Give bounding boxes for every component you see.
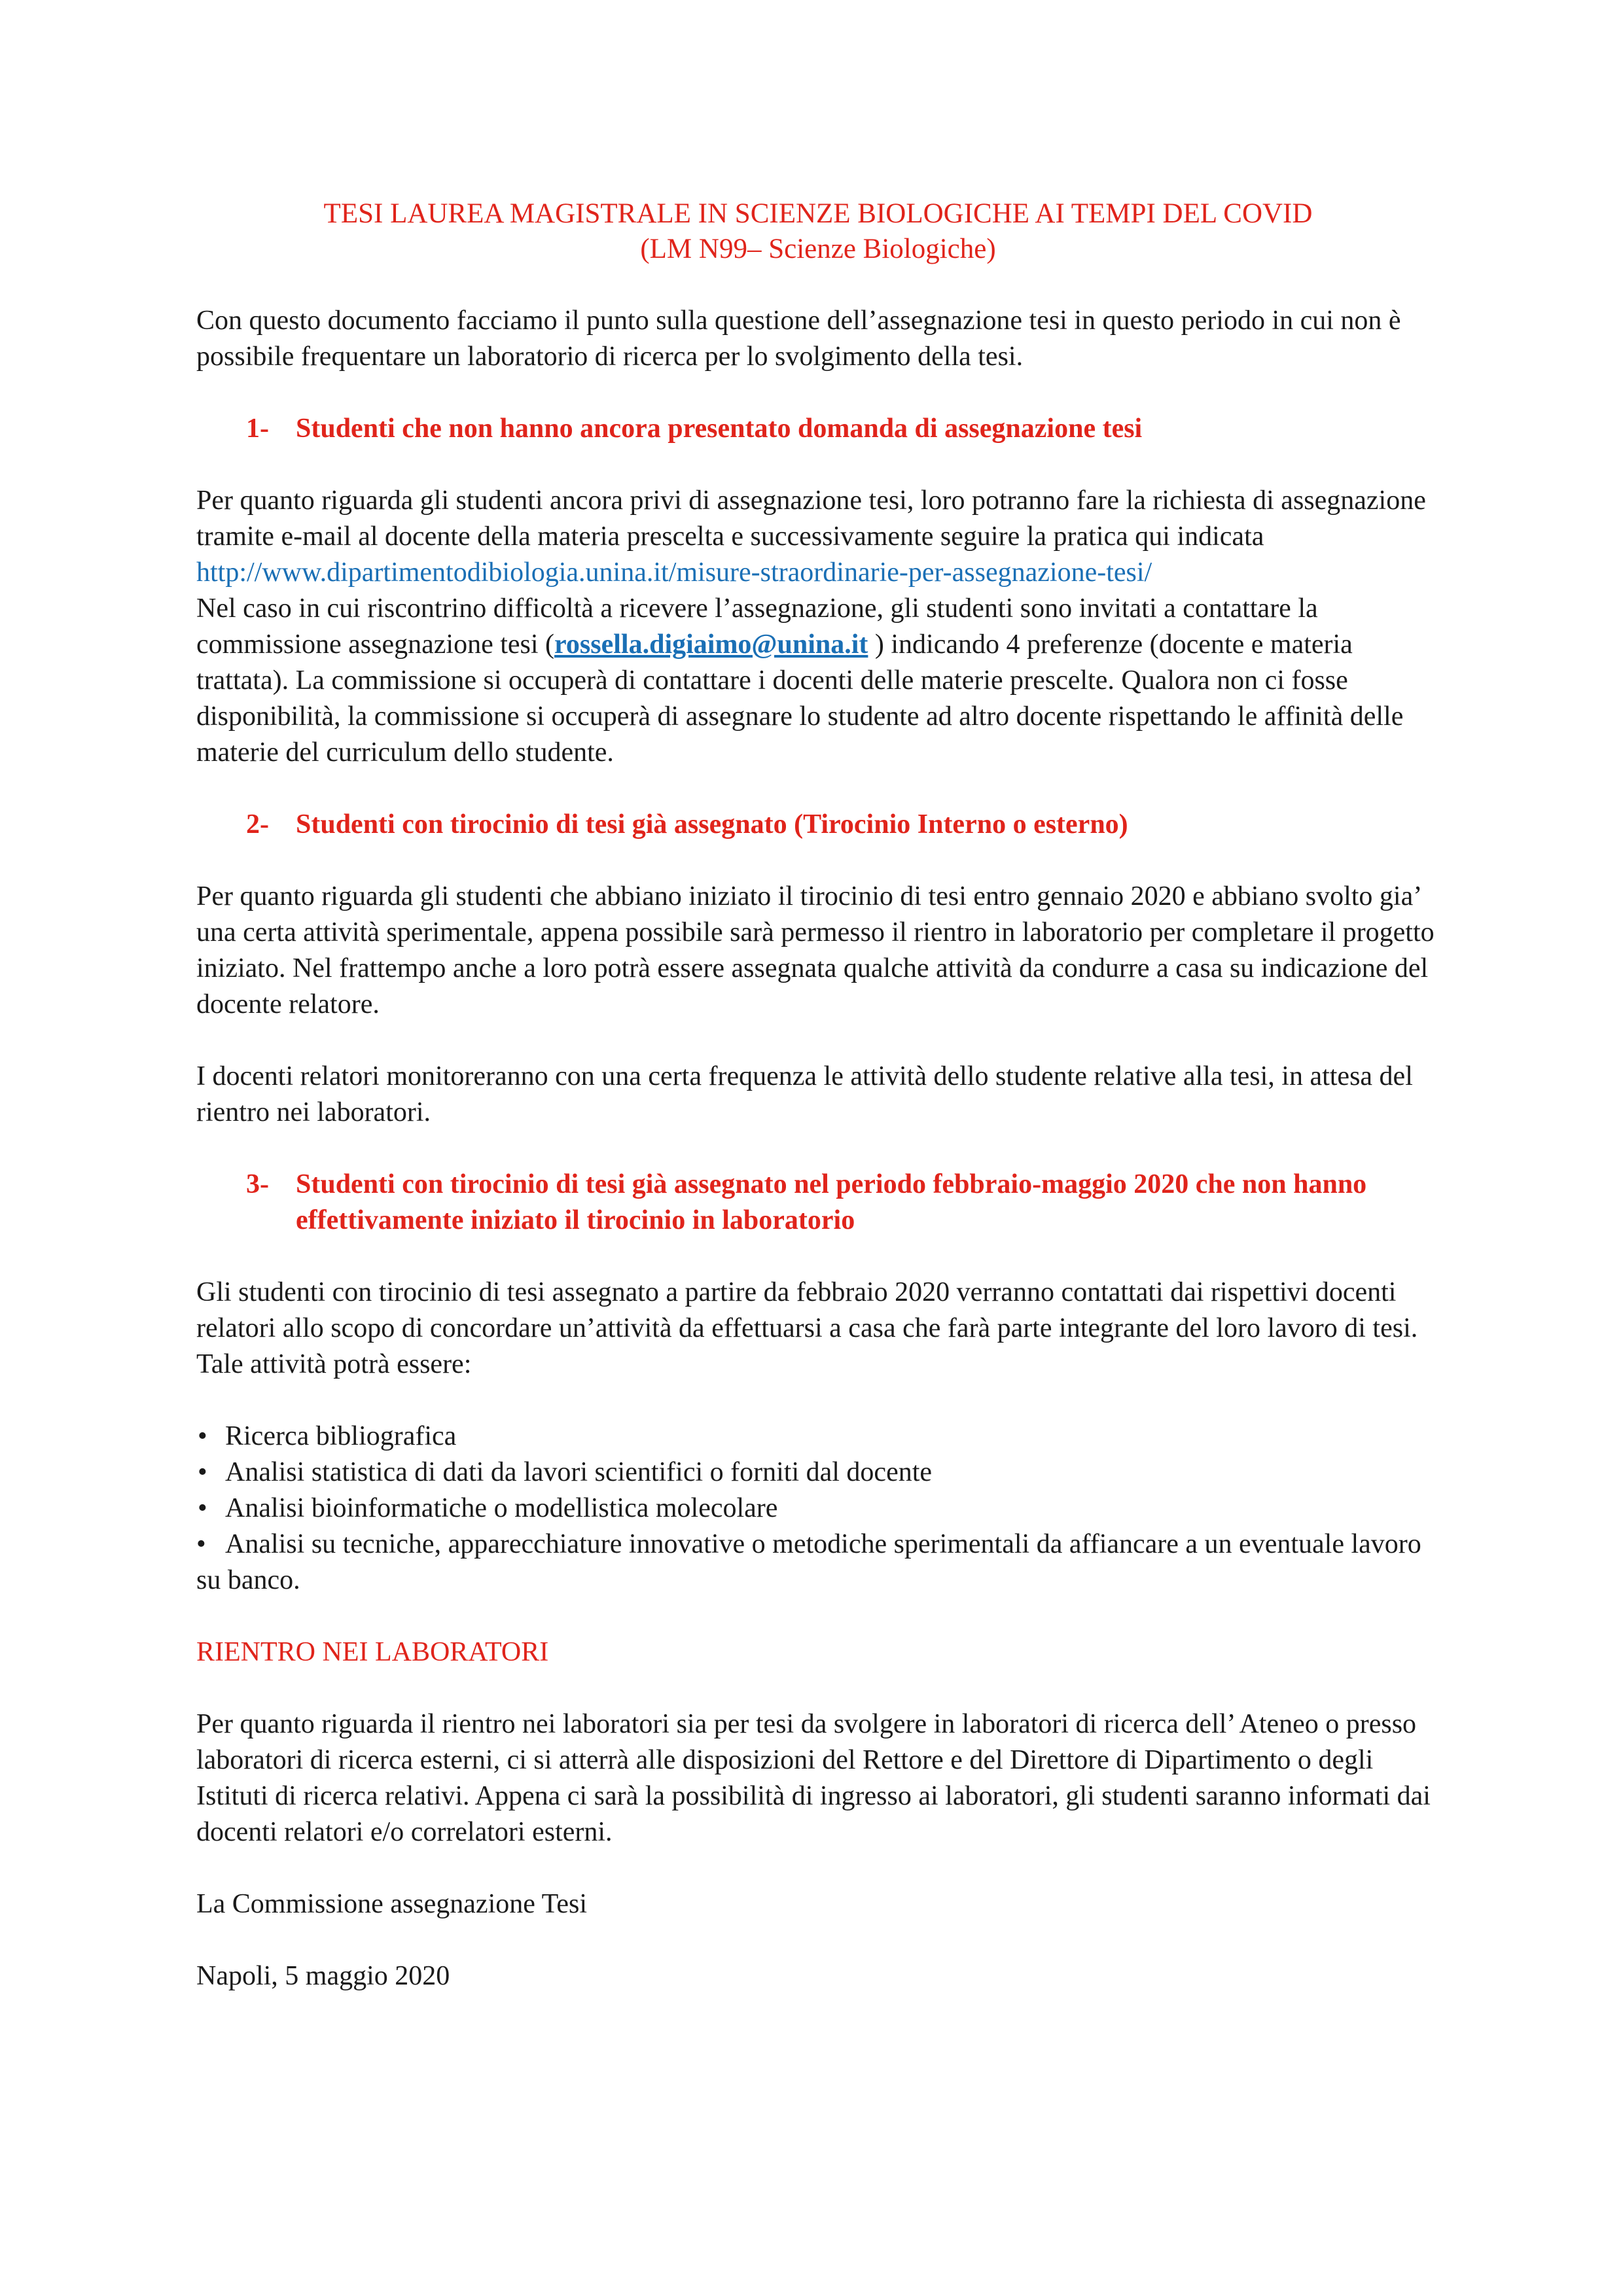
bullet-icon: • — [198, 1493, 207, 1523]
list-item — [196, 1419, 1440, 1455]
intro-paragraph: Con questo documento facciamo il punto sulla questione dell’assegnazione tesi in questo periodo in cui non è possibile frequentare un laboratorio di ricerca per lo svolgimento della tesi. — [196, 306, 1401, 372]
signature: La Commissione assegnazione Tesi — [196, 1889, 588, 1919]
document-page — [196, 196, 1440, 1994]
section-1-number: 1- — [246, 414, 269, 444]
list-item-text: Analisi bioinformatiche o modellistica molecolare — [225, 1493, 778, 1523]
section-1-heading — [196, 411, 1440, 447]
document-subtitle: (LM N99– Scienze Biologiche) — [640, 234, 996, 264]
bullet-icon: • — [198, 1457, 207, 1487]
list-item — [196, 1491, 1440, 1527]
section-2-heading — [196, 807, 1440, 843]
section-3-title: Studenti con tirocinio di tesi già assegnato nel periodo febbraio-maggio 2020 che non hanno effettivamente iniziato il tirocinio in laboratorio — [296, 1169, 1367, 1235]
section-2-paragraph-2: I docenti relatori monitoreranno con una certa frequenza le attività dello studente relative alla tesi, in attesa del rientro nei laboratori. — [196, 1061, 1413, 1127]
list-item — [196, 1455, 1440, 1491]
rientro-heading: RIENTRO NEI LABORATORI — [196, 1637, 549, 1667]
section-1-title: Studenti che non hanno ancora presentato domanda di assegnazione tesi — [296, 414, 1143, 444]
list-item-text: Analisi statistica di dati da lavori scientifici o forniti dal docente — [225, 1457, 933, 1487]
list-item — [196, 1527, 1440, 1598]
section-1-paragraph-1 — [196, 483, 1440, 591]
section-2-paragraph-1: Per quanto riguarda gli studenti che abbiano iniziato il tirocinio di tesi entro gennaio 2020 e abbiano svolto gia’ una certa attività sperimentale, appena possibile sarà permesso il rientro in laboratorio per completare il progetto iniziato. Nel frattempo anche a loro potrà essere assegnata qualche attività da condurre a casa su indicazione del docente relatore. — [196, 881, 1435, 1019]
section-1-paragraph-1-text: Per quanto riguarda gli studenti ancora privi di assegnazione tesi, loro potranno fare la richiesta di assegnazione tramite e-mail al docente della materia prescelta e successivamente seguire la pratica qui indicata — [196, 486, 1426, 552]
section-1-paragraph-2-before: Nel caso in cui riscontrino difficoltà a ricevere l’assegnazione, gli studenti sono invitati a contattare la commissione assegnazione tesi ( — [196, 593, 1318, 660]
commission-email-link[interactable]: rossella.digiaimo@unina.it — [554, 629, 868, 660]
activity-list — [196, 1419, 1440, 1598]
list-item-text: Analisi su tecniche, apparecchiature innovative o metodiche sperimentali da affiancare a un eventuale lavoro su banco. — [196, 1529, 1421, 1595]
section-2-title: Studenti con tirocinio di tesi già assegnato (Tirocinio Interno o esterno) — [296, 809, 1128, 839]
section-3-number: 3- — [246, 1169, 269, 1199]
section-3-paragraph-1: Gli studenti con tirocinio di tesi assegnato a partire da febbraio 2020 verranno contattati dai rispettivi docenti relatori allo scopo di concordare un’attività da effettuarsi a casa che farà parte integrante del loro lavoro di tesi. Tale attività potrà essere: — [196, 1277, 1418, 1379]
place-date: Napoli, 5 maggio 2020 — [196, 1961, 450, 1991]
bullet-icon: • — [196, 1529, 206, 1559]
assegnazione-tesi-link[interactable]: http://www.dipartimentodibiologia.unina.it/misure-straordinarie-per-assegnazione-tesi/ — [196, 557, 1152, 588]
document-title: TESI LAUREA MAGISTRALE IN SCIENZE BIOLOGICHE AI TEMPI DEL COVID — [323, 198, 1313, 229]
section-2-number: 2- — [246, 809, 269, 839]
bullet-icon: • — [198, 1421, 207, 1451]
rientro-paragraph: Per quanto riguarda il rientro nei laboratori sia per tesi da svolgere in laboratori di ricerca dell’ Ateneo o presso laboratori di ricerca esterni, ci si atterrà alle disposizioni del Rettore e del Direttore di Dipartimento o degli Istituti di ricerca relativi. Appena ci sarà la possibilità di ingresso ai laboratori, gli studenti saranno informati dai docenti relatori e/o correlatori esterni. — [196, 1709, 1431, 1847]
section-1-paragraph-2-after: ) indicando 4 preferenze (docente e materia trattata). La commissione si occuperà di contattare i docenti delle materie prescelte. Qualora non ci fosse disponibilità, la commissione si occuperà di assegnare lo studente ad altro docente rispettando le affinità delle materie del curriculum dello studente. — [196, 629, 1404, 768]
section-1-paragraph-2 — [196, 591, 1440, 771]
section-3-heading — [196, 1167, 1440, 1239]
list-item-text: Ricerca bibliografica — [225, 1421, 457, 1451]
